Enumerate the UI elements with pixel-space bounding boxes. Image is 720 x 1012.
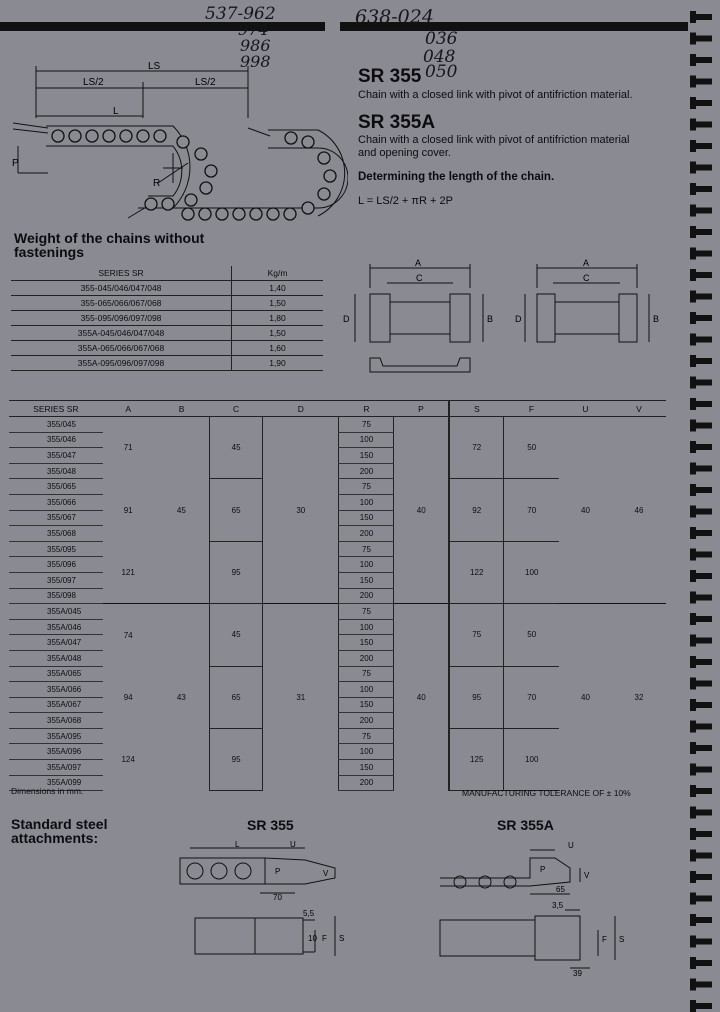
table-row (9, 541, 666, 557)
v-cell: 32 (634, 692, 644, 702)
r-cell: 200 (339, 588, 394, 604)
binding-ring-hook (690, 119, 696, 131)
series-cell: 355A/065 (9, 666, 103, 682)
label-b: B (653, 314, 660, 324)
u-cell (559, 604, 612, 666)
series-cell: 355/065 (9, 479, 103, 495)
weight-heading: Weight of the chains without fastenings (14, 230, 205, 260)
label-s: S (619, 935, 625, 944)
handwritten-number: 036 (425, 29, 458, 49)
binding-ring-hook (690, 807, 696, 819)
column-header: B (154, 401, 210, 417)
b-cell: 45 (176, 505, 186, 515)
binding-ring-hook (690, 871, 696, 883)
label-c: C (583, 273, 590, 283)
attachments-heading: Standard steel attachments: (11, 816, 108, 846)
r-cell: 75 (339, 728, 394, 744)
label-p: P (540, 865, 546, 874)
a-cell: 121 (121, 567, 135, 577)
b-cell (154, 728, 210, 790)
series-cell: 355-065/066/067/068 (11, 296, 232, 311)
binding-ring-hook (690, 506, 696, 518)
attachment-title: SR 355A (497, 817, 554, 833)
label-f: F (322, 934, 327, 943)
series-cell: 355/095 (9, 541, 103, 557)
label-s: S (339, 934, 345, 943)
r-cell: 75 (339, 666, 394, 682)
table-row (11, 356, 323, 371)
binding-ring-hook (690, 334, 696, 346)
column-header: A (103, 401, 154, 417)
binding-ring-hook (690, 979, 696, 991)
binding-ring-hook (690, 420, 696, 432)
binding-ring-hook (690, 1000, 696, 1012)
label-v: V (323, 869, 329, 878)
series-cell: 355A/045 (9, 604, 103, 620)
column-header: V (612, 401, 666, 417)
table-header-row (11, 266, 323, 281)
r-cell: 75 (339, 479, 394, 495)
f-cell: 50 (504, 604, 559, 666)
binding-ring-hook (690, 613, 696, 625)
series-cell: 355-045/046/047/048 (11, 281, 232, 296)
u-cell (559, 728, 612, 790)
product-description: Chain with a closed link with pivot of antifriction material and opening cover. (358, 134, 630, 159)
dimensions-table (9, 400, 666, 791)
d-cell (263, 728, 339, 790)
cross-section-diagrams (335, 258, 670, 383)
s-cell: 125 (449, 728, 504, 790)
label-b: B (487, 314, 494, 324)
r-cell: 150 (339, 448, 394, 464)
binding-ring-hook (690, 398, 696, 410)
handwritten-number: 048 (423, 47, 456, 67)
binding-ring-hook (690, 699, 696, 711)
label-sixtyfive: 65 (556, 885, 565, 894)
binding-ring-hook (690, 226, 696, 238)
binding-ring-hook (690, 742, 696, 754)
handwritten-number: 974 (238, 20, 269, 39)
r-cell: 100 (339, 494, 394, 510)
column-header: P (394, 401, 449, 417)
s-cell: 122 (449, 541, 504, 603)
binding-ring-hook (690, 721, 696, 733)
binding-ring-hook (690, 183, 696, 195)
label-r: R (153, 178, 161, 189)
label-a: A (415, 258, 422, 268)
p-cell: 40 (416, 692, 426, 702)
series-cell: 355A-045/046/047/048 (11, 326, 232, 341)
binding-ring-hook (690, 377, 696, 389)
binding-ring-hook (690, 140, 696, 152)
r-cell: 150 (339, 697, 394, 713)
table-row (11, 341, 323, 356)
binding-ring-hook (690, 11, 696, 23)
binding-ring-hook (690, 570, 696, 582)
series-cell: 355/046 (9, 432, 103, 448)
series-cell: 355/048 (9, 463, 103, 479)
c-cell: 65 (210, 666, 263, 728)
product-title: SR 355A (358, 112, 436, 133)
binding-ring-hook (690, 97, 696, 109)
r-cell: 150 (339, 635, 394, 651)
c-cell: 95 (210, 728, 263, 790)
p-cell: 40 (416, 505, 426, 515)
series-cell: 355/045 (9, 417, 103, 433)
a-cell: 94 (123, 692, 133, 702)
u-cell: 40 (581, 692, 590, 702)
binding-ring-hook (690, 656, 696, 668)
f-cell: 70 (504, 479, 559, 541)
a-cell: 91 (123, 505, 133, 515)
r-cell: 200 (339, 650, 394, 666)
f-cell: 70 (504, 666, 559, 728)
r-cell: 75 (339, 417, 394, 433)
u-cell: 40 (581, 505, 590, 515)
handwritten-number: 998 (240, 52, 271, 71)
binding-ring-hook (690, 914, 696, 926)
r-cell: 100 (339, 744, 394, 760)
binding-ring-hook (690, 162, 696, 174)
f-cell: 100 (504, 541, 559, 603)
r-cell: 100 (339, 432, 394, 448)
u-cell (559, 417, 612, 479)
r-cell: 100 (339, 619, 394, 635)
sr355a-attachment-drawing (430, 838, 630, 978)
column-header: U (559, 401, 612, 417)
column-header: Kg/m (232, 266, 324, 281)
table-row (11, 296, 323, 311)
chain-length-formula: L = LS/2 + πR + 2P (358, 195, 453, 207)
r-cell: 75 (339, 604, 394, 620)
label-l: L (235, 840, 240, 849)
binding-ring-hook (690, 592, 696, 604)
label-f: F (602, 935, 607, 944)
d-cell: 31 (296, 692, 306, 702)
series-cell: 355/068 (9, 526, 103, 542)
binding-ring-hook (690, 355, 696, 367)
p-cell (394, 541, 449, 603)
table-row (9, 417, 666, 433)
label-v: V (584, 871, 590, 880)
r-cell: 100 (339, 557, 394, 573)
binding-ring-hook (690, 785, 696, 797)
r-cell: 75 (339, 541, 394, 557)
p-cell (394, 604, 449, 666)
binding-ring-hook (690, 33, 696, 45)
b-cell (154, 541, 210, 603)
series-cell: 355A/047 (9, 635, 103, 651)
s-cell: 72 (449, 417, 504, 479)
label-d: D (515, 314, 522, 324)
handwritten-number: 638-024 (355, 6, 434, 28)
v-cell (612, 417, 666, 479)
spiral-binding (686, 0, 720, 1012)
a-cell: 71 (123, 443, 133, 453)
label-d: D (343, 314, 350, 324)
v-cell (612, 541, 666, 603)
table-row (11, 326, 323, 341)
label-ls: LS (148, 61, 161, 72)
formula-heading: Determining the length of the chain. (358, 171, 555, 183)
table-row (9, 479, 666, 495)
tolerance-note: MANUFACTURING TOLERANCE OF ± 10% (462, 788, 631, 798)
label-ls2: LS/2 (195, 77, 216, 88)
header-rule-left (0, 22, 325, 31)
series-cell: 355A/067 (9, 697, 103, 713)
column-header: C (210, 401, 263, 417)
sr355-attachment-drawing (175, 838, 355, 978)
series-cell: 355A/048 (9, 650, 103, 666)
binding-ring-hook (690, 850, 696, 862)
v-cell (612, 604, 666, 666)
label-u: U (568, 841, 574, 850)
weight-cell: 1,90 (232, 356, 324, 371)
binding-ring-hook (690, 957, 696, 969)
series-cell: 355/066 (9, 494, 103, 510)
series-cell: 355/047 (9, 448, 103, 464)
r-cell: 200 (339, 713, 394, 729)
column-header: F (504, 401, 559, 417)
c-cell: 45 (210, 417, 263, 479)
r-cell: 150 (339, 510, 394, 526)
series-cell: 355A/068 (9, 713, 103, 729)
r-cell: 200 (339, 775, 394, 791)
weight-cell: 1,40 (232, 281, 324, 296)
b-cell: 43 (176, 692, 186, 702)
dimensions-note: Dimensions in mm. (11, 786, 84, 796)
column-header: R (339, 401, 394, 417)
v-cell: 46 (634, 505, 644, 515)
series-cell: 355-095/096/097/098 (11, 311, 232, 326)
table-row (11, 281, 323, 296)
column-header: D (263, 401, 339, 417)
handwritten-number: 050 (425, 62, 458, 82)
p-cell (394, 417, 449, 479)
weight-table (11, 266, 323, 371)
c-cell: 65 (210, 479, 263, 541)
table-row (11, 311, 323, 326)
r-cell: 150 (339, 760, 394, 776)
label-five5: 5,5 (303, 909, 315, 918)
s-cell: 75 (449, 604, 504, 666)
b-cell (154, 417, 210, 479)
handwritten-number: 537-962 (205, 4, 276, 24)
weight-cell: 1,80 (232, 311, 324, 326)
label-l: L (113, 106, 119, 117)
label-thirtynine: 39 (573, 969, 582, 978)
b-cell (154, 604, 210, 666)
label-u: U (290, 840, 296, 849)
series-cell: 355A-065/066/067/068 (11, 341, 232, 356)
r-cell: 200 (339, 526, 394, 542)
binding-ring-hook (690, 549, 696, 561)
d-cell (263, 604, 339, 666)
series-cell: 355/098 (9, 588, 103, 604)
product-title: SR 355 (358, 66, 422, 87)
r-cell: 100 (339, 682, 394, 698)
binding-ring-hook (690, 76, 696, 88)
series-cell: 355/096 (9, 557, 103, 573)
series-cell: 355A/097 (9, 760, 103, 776)
label-ls2: LS/2 (83, 77, 104, 88)
chain-length-diagram (8, 58, 348, 228)
column-header: SERIES SR (11, 266, 232, 281)
r-cell: 200 (339, 463, 394, 479)
series-cell: 355A/096 (9, 744, 103, 760)
binding-ring-hook (690, 635, 696, 647)
s-cell: 92 (449, 479, 504, 541)
label-three5: 3,5 (552, 901, 564, 910)
binding-ring-hook (690, 291, 696, 303)
c-cell: 95 (210, 541, 263, 603)
p-cell (394, 728, 449, 790)
binding-ring-hook (690, 248, 696, 260)
u-cell (559, 541, 612, 603)
label-p: P (275, 867, 281, 876)
column-header: SERIES SR (9, 401, 103, 417)
table-row (9, 728, 666, 744)
weight-cell: 1,60 (232, 341, 324, 356)
binding-ring-hook (690, 312, 696, 324)
v-cell (612, 728, 666, 790)
f-cell: 50 (504, 417, 559, 479)
weight-cell: 1,50 (232, 296, 324, 311)
r-cell: 150 (339, 572, 394, 588)
table-row (9, 666, 666, 682)
binding-ring-hook (690, 936, 696, 948)
label-c: C (416, 273, 423, 283)
binding-ring-hook (690, 828, 696, 840)
a-cell: 124 (121, 755, 135, 765)
d-cell: 30 (296, 505, 306, 515)
binding-ring-hook (690, 527, 696, 539)
product-description: Chain with a closed link with pivot of antifriction material. (358, 89, 633, 101)
binding-ring-hook (690, 678, 696, 690)
series-cell: 355A/066 (9, 682, 103, 698)
series-cell: 355A/046 (9, 619, 103, 635)
table-row (9, 604, 666, 620)
binding-ring-hook (690, 54, 696, 66)
d-cell (263, 541, 339, 603)
label-p: P (12, 158, 19, 169)
binding-ring-hook (690, 269, 696, 281)
binding-ring-hook (690, 893, 696, 905)
s-cell: 95 (449, 666, 504, 728)
binding-ring-hook (690, 205, 696, 217)
binding-ring-hook (690, 441, 696, 453)
handwritten-number: 986 (240, 36, 271, 55)
binding-ring-hook (690, 764, 696, 776)
table-header-row (9, 401, 666, 417)
series-cell: 355/067 (9, 510, 103, 526)
d-cell (263, 417, 339, 479)
binding-ring-hook (690, 484, 696, 496)
series-cell: 355/097 (9, 572, 103, 588)
label-seventy: 70 (273, 893, 282, 902)
weight-cell: 1,50 (232, 326, 324, 341)
a-cell: 74 (123, 630, 133, 640)
c-cell: 45 (210, 604, 263, 666)
label-a: A (583, 258, 590, 268)
label-ten: 10 (308, 934, 317, 943)
series-cell: 355A/099 (9, 775, 103, 791)
f-cell: 100 (504, 728, 559, 790)
series-cell: 355A-095/096/097/098 (11, 356, 232, 371)
binding-ring-hook (690, 463, 696, 475)
series-cell: 355A/095 (9, 728, 103, 744)
column-header: S (449, 401, 504, 417)
attachment-title: SR 355 (247, 817, 294, 833)
